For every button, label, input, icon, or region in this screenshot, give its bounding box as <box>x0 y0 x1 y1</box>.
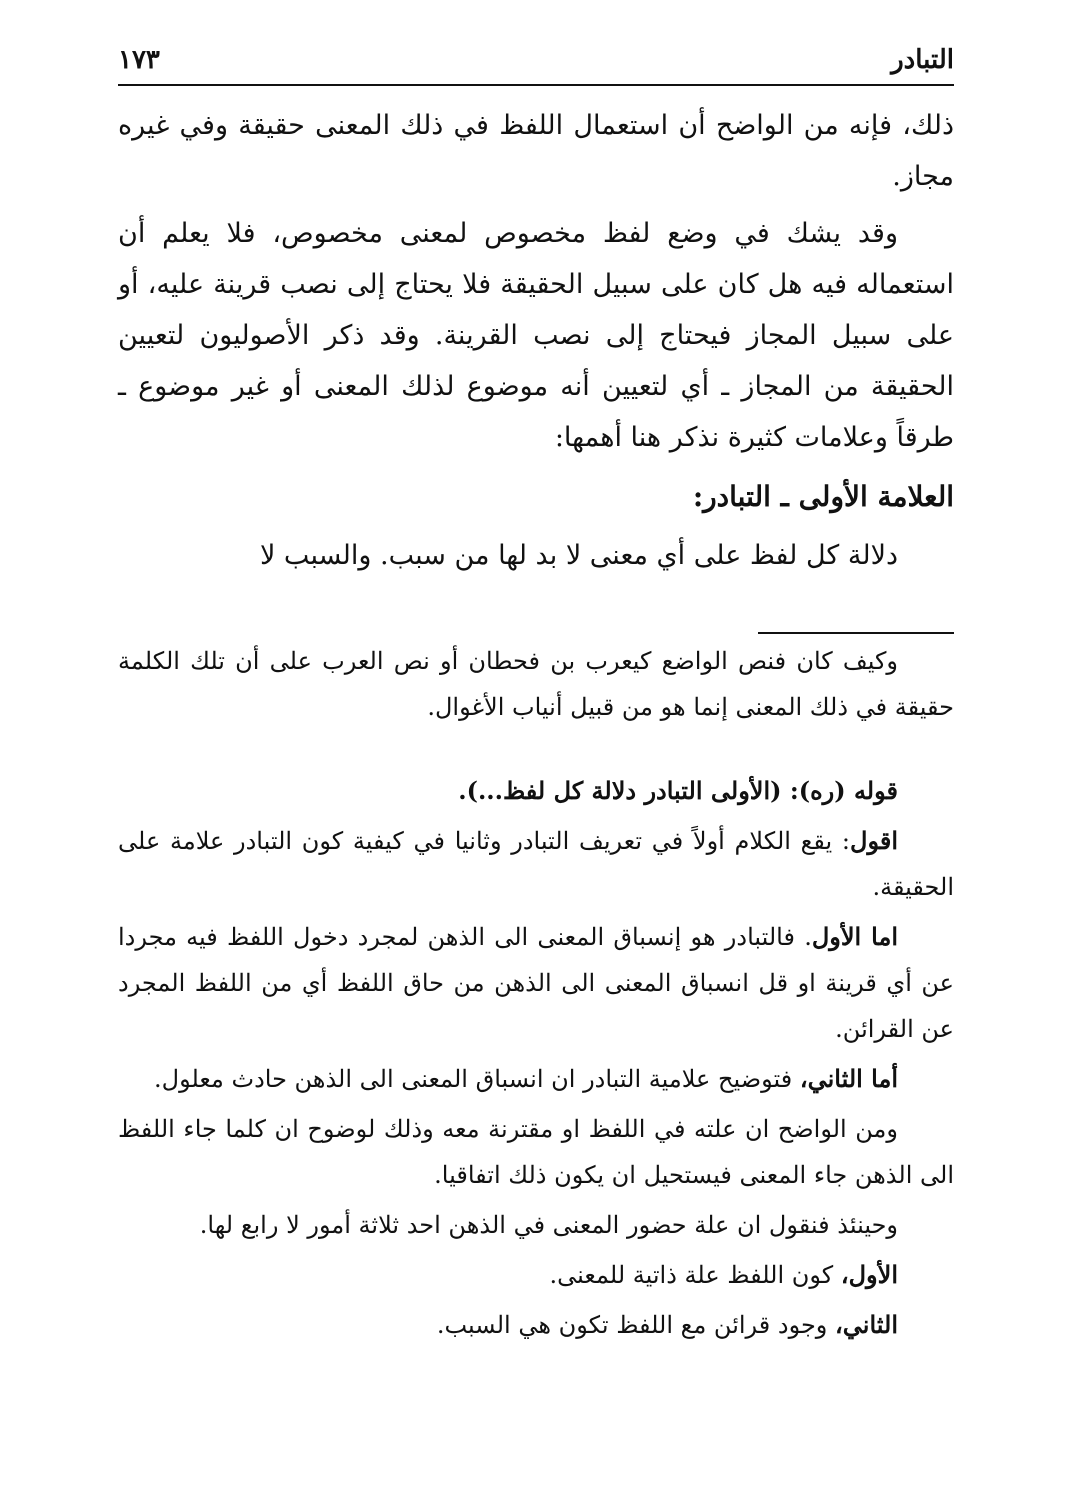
page-header <box>118 38 954 82</box>
item1-text: كون اللفظ علة ذاتية للمعنى. <box>549 1261 841 1289</box>
commentary <box>118 768 954 1352</box>
commentary-first <box>118 914 954 1052</box>
commentary-hina: وحينئذ فنقول ان علة حضور المعنى في الذهن احد ثلاثة أمور لا رابع لها. <box>199 1211 898 1239</box>
item1-label: الأول، <box>840 1260 898 1289</box>
item2-label: الثاني، <box>835 1310 898 1339</box>
header-divider <box>118 84 954 86</box>
section-heading: العلامة الأولى ـ التبادر: <box>692 480 954 513</box>
list-item-2 <box>118 1302 954 1348</box>
item2-text: وجود قرائن مع اللفظ تكون هي السبب. <box>436 1311 836 1339</box>
list-item-1 <box>118 1252 954 1298</box>
footnote <box>118 638 954 730</box>
second-text: فتوضيح علامية التبادر ان انسباق المعنى الى الذهن حادث معلول. <box>154 1065 800 1093</box>
page-number: ١٧٣ <box>118 45 160 75</box>
footnote-divider <box>758 632 954 634</box>
main-paragraph-3: دلالة كل لفظ على أي معنى لا بد لها من سبب. والسبب لا <box>259 540 898 571</box>
commentary-quote: قوله (ره): (الأولى التبادر دلالة كل لفظ...). <box>458 776 898 805</box>
commentary-aqul <box>118 818 954 910</box>
main-paragraph-2: وقد يشك في وضع لفظ مخصوص لمعنى مخصوص، فلا يعلم أن استعماله فيه هل كان على سبيل الحقيقة فلا يحتاج إلى نصب قرينة عليه، أو على سبيل المجاز فيحتاج إلى نصب القرينة. وقد ذكر الأصوليون لتعيين الحقيقة من المجاز ـ أي لتعيين أنه موضوع لذلك المعنى أو غير موضوع ـ طرقاً وعلامات كثيرة نذكر هنا أهمها: <box>118 218 954 453</box>
footnote-text: وكيف كان فنص الواضع كيعرب بن فحطان أو نص العرب على أن تلك الكلمة حقيقة في ذلك المعنى إنما هو من قبيل أنياب الأغوال. <box>118 647 954 721</box>
commentary-wadih: ومن الواضح ان علته في اللفظ او مقترنة معه وذلك لوضوح ان كلما جاء اللفظ الى الذهن جاء المعنى فيستحيل ان يكون ذلك اتفاقيا. <box>118 1115 954 1189</box>
aqul-label: اقول <box>850 826 898 855</box>
aqul-text: : يقع الكلام أولاً في تعريف التبادر وثانيا في كيفية كون التبادر علامة على الحقيقة. <box>118 827 954 901</box>
commentary-second <box>118 1056 954 1102</box>
second-label: أما الثاني، <box>799 1064 898 1093</box>
running-title: التبادر <box>891 45 954 75</box>
first-text: . فالتبادر هو إنسباق المعنى الى الذهن لمجرد دخول اللفظ فيه مجردا عن أي قرينة او قل انسباق المعنى الى الذهن من حاق اللفظ أي من اللفظ المجرد عن القرائن. <box>118 923 954 1043</box>
first-label: اما الأول <box>811 922 899 951</box>
main-text <box>118 100 954 587</box>
main-paragraph-1: ذلك، فإنه من الواضح أن استعمال اللفظ في ذلك المعنى حقيقة وفي غيره مجاز. <box>118 110 954 192</box>
